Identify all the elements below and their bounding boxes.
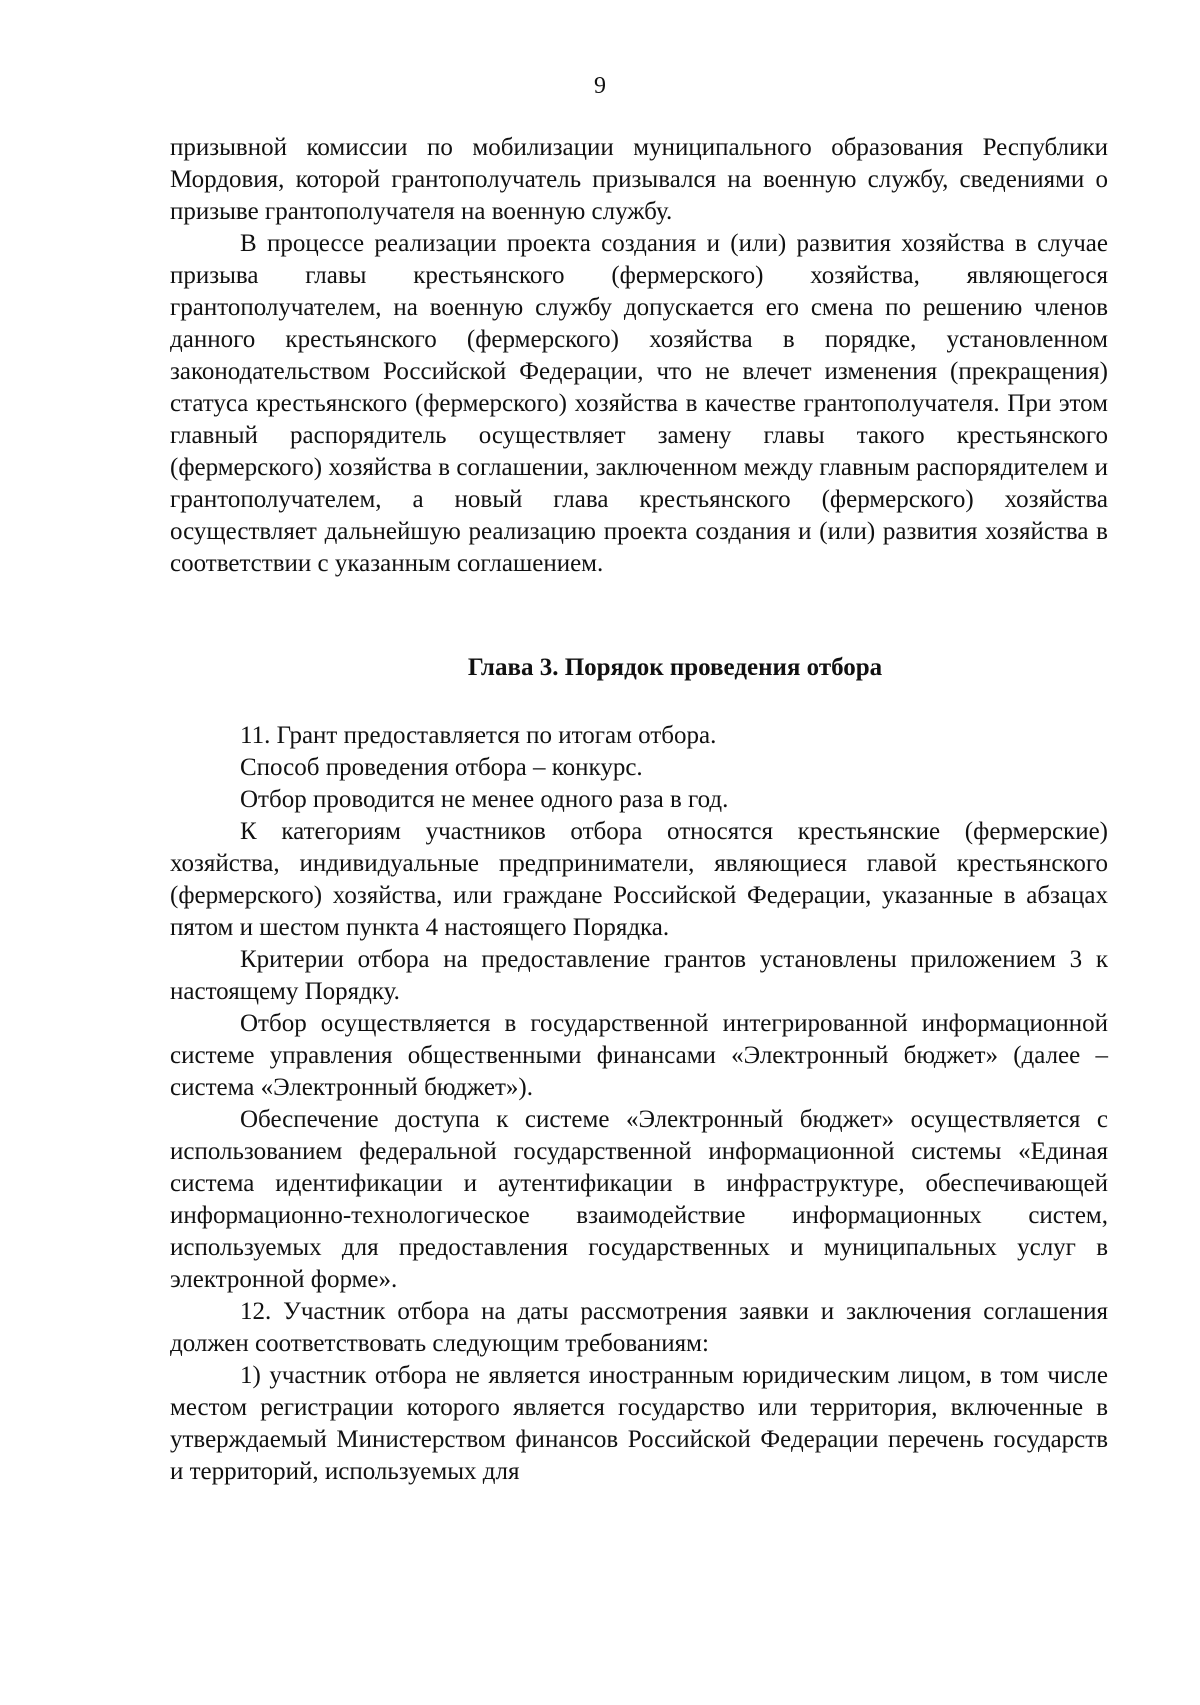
paragraph: Способ проведения отбора – конкурс. [240,754,643,781]
paragraph: 11. Грант предоставляется по итогам отбора. [240,722,717,749]
chapter-section [170,720,1108,1488]
paragraph: 1) участник отбора не является иностранным юридическим лицом, в том числе местом регистрации которого является государство или территория, включенные в утверждаемый Министерством финансов Российской Федерации перечень государств и территорий, используемых для [170,1362,1108,1485]
page-number: 9 [594,73,606,99]
paragraph: Обеспечение доступа к системе «Электронный бюджет» осуществляется с использованием федеральной государственной информационной системы «Единая система идентификации и аутентификации в инфраструктуре, обеспечивающей информационно-технологическое взаимодействие информационных систем, используемых для предоставления государственных и муниципальных услуг в электронной форме». [170,1106,1108,1293]
paragraph: В процессе реализации проекта создания и (или) развития хозяйства в случае призыва главы крестьянского (фермерского) хозяйства, являющегося грантополучателем, на военную службу допускается его смена по решению членов данного крестьянского (фермерского) хозяйства в порядке, установленном законодательством Российской Федерации, что не влечет изменения (прекращения) статуса крестьянского (фермерского) хозяйства в качестве грантополучателя. При этом главный распорядитель осуществляет замену главы такого крестьянского (фермерского) хозяйства в соглашении, заключенном между главным распорядителем и грантополучателем, а новый глава крестьянского (фермерского) хозяйства осуществляет дальнейшую реализацию проекта создания и (или) развития хозяйства в соответствии с указанным соглашением. [170,230,1108,577]
intro-section [170,132,1108,580]
paragraph: Критерии отбора на предоставление грантов установлены приложением 3 к настоящему Порядку. [170,946,1108,1005]
paragraph: К категориям участников отбора относятся крестьянские (фермерские) хозяйства, индивидуальные предприниматели, являющиеся главой крестьянского (фермерского) хозяйства, или граждане Российской Федерации, указанные в абзацах пятом и шестом пункта 4 настоящего Порядка. [170,818,1108,941]
paragraph: призывной комиссии по мобилизации муниципального образования Республики Мордовия, которой грантополучатель призывался на военную службу, сведениями о призыве грантополучателя на военную службу. [170,134,1108,225]
chapter-heading: Глава 3. Порядок проведения отбора [467,654,883,681]
paragraph: Отбор осуществляется в государственной интегрированной информационной системе управления общественными финансами «Электронный бюджет» (далее – система «Электронный бюджет»). [170,1010,1108,1101]
paragraph: Отбор проводится не менее одного раза в год. [240,786,729,813]
paragraph: 12. Участник отбора на даты рассмотрения заявки и заключения соглашения должен соответствовать следующим требованиям: [170,1298,1108,1357]
